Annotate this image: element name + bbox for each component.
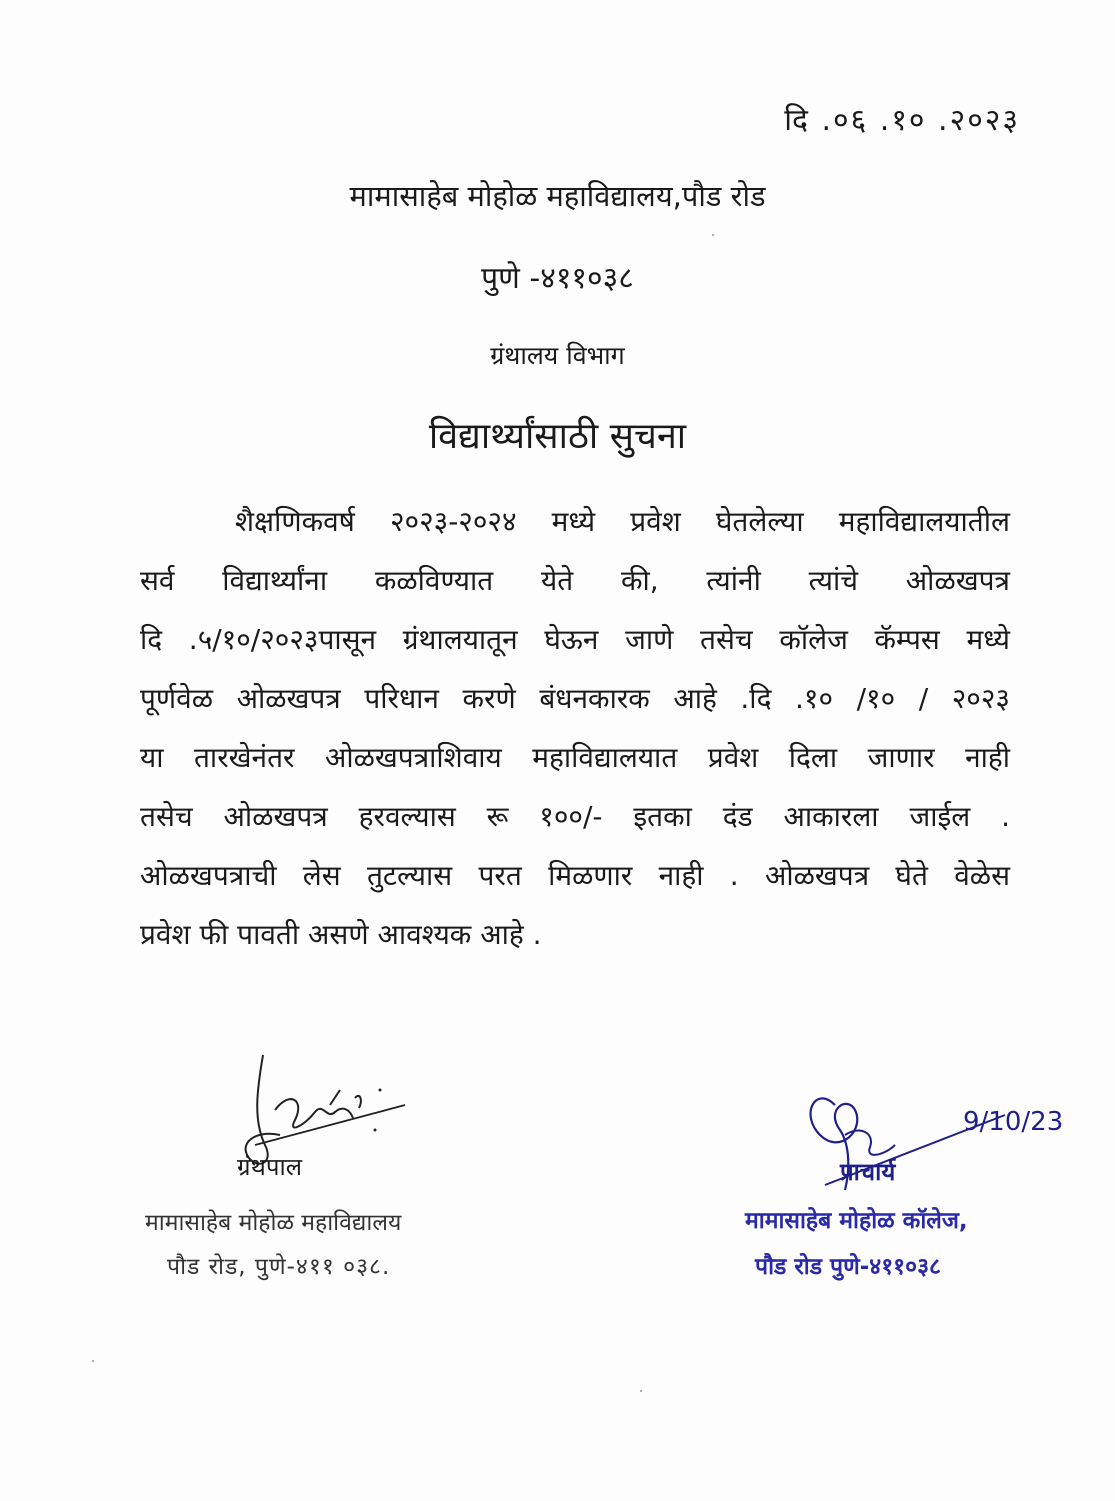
librarian-signature-block <box>145 1050 465 1290</box>
body-line: दि .५/१०/२०२३पासून ग्रंथालयातून घेऊन जाणे तसेच कॉलेज कॅम्पस मध्ये <box>140 623 1010 656</box>
body-line: प्रवेश फी पावती असणे आवश्यक आहे . <box>140 918 542 951</box>
body-line: तसेच ओळखपत्र हरवल्यास रू १००/- इतका दंड आकारला जाईल . <box>140 800 1010 833</box>
library-stamp-line: पौड रोड, पुणे-४११ ०३८. <box>167 1254 391 1280</box>
principal-signature-block <box>745 1075 1065 1315</box>
college-stamp-line: पौड रोड पुणे-४११०३८ <box>755 1254 942 1280</box>
principal-title: प्राचार्य <box>840 1158 896 1186</box>
paper-speck <box>712 234 714 236</box>
notice-date: दि .०६ .१० .२०२३ <box>784 103 1020 138</box>
body-line: या तारखेनंतर ओळखपत्राशिवाय महाविद्यालयात प्रवेश दिला जाणार नाही <box>140 741 1010 774</box>
notice-body <box>140 492 1010 964</box>
library-stamp-line: मामासाहेब मोहोळ महाविद्यालय <box>145 1210 402 1236</box>
librarian-title: ग्रंथपाल <box>237 1153 302 1181</box>
college-city-pin: पुणे -४११०३८ <box>481 261 634 296</box>
college-name: मामासाहेब मोहोळ महाविद्यालय,पौड रोड <box>349 179 766 213</box>
body-line: शैक्षणिकवर्ष २०२३-२०२४ मध्ये प्रवेश घेतलेल्या महाविद्यालयातील <box>235 505 1010 538</box>
principal-signature <box>795 1075 1064 1205</box>
handwritten-date: 9/10/23 <box>963 1107 1064 1137</box>
paper-speck <box>640 1390 642 1392</box>
body-line: पूर्णवेळ ओळखपत्र परिधान करणे बंधनकारक आहे .दि .१० /१० / २०२३ <box>140 682 1010 715</box>
college-stamp-line: मामासाहेब मोहोळ कॉलेज, <box>745 1208 968 1234</box>
body-line: ओळखपत्राची लेस तुटल्यास परत मिळणार नाही . ओळखपत्र घेते वेळेस <box>140 859 1010 892</box>
notice-heading: विद्यार्थ्यांसाठी सुचना <box>428 416 687 457</box>
body-line: सर्व विद्यार्थ्यांना कळविण्यात येते की, त्यांनी त्यांचे ओळखपत्र <box>140 564 1010 597</box>
department-name: ग्रंथालय विभाग <box>490 341 625 370</box>
paper-speck <box>92 1360 94 1362</box>
